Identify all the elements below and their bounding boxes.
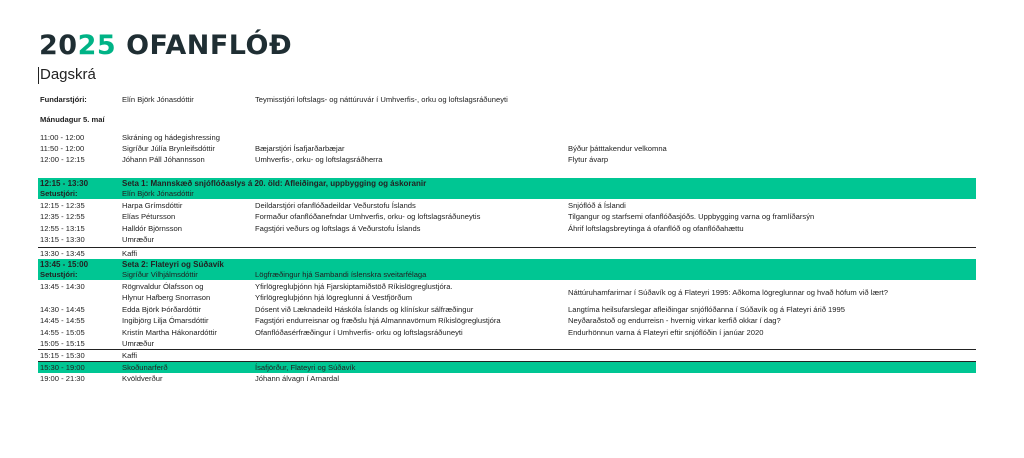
schedule-row: 12:00 - 12:15 Jóhann Páll Jóhannsson Umhverfis-, orku- og loftslagsráðherra Flytur ávarp (40, 155, 609, 164)
schedule-row: 14:30 - 14:45 Edda Björk Þórðardóttir Dósent við Læknadeild Háskóla Íslands og klínískur sálfræðingur Langtíma heilsufarslegar afleiðingar snjóflóðanna í Súðavík og á Flateyri árið 1995 (40, 305, 845, 314)
schedule-row: 11:50 - 12:00 Sigríður Júlía Brynleifsdóttir Bæjarstjóri Ísafjarðarbæjar Býður þátttakendur velkomna (40, 144, 667, 153)
schedule-row: 13:15 - 13:30 Umræður (40, 235, 155, 244)
schedule-row: 12:55 - 13:15 Halldór Björnsson Fagstjóri veðurs og loftslags á Veðurstofu Íslands Áhrif loftslagsbreytinga á ofanflóð og ofanflóðahættu (40, 224, 744, 233)
schedule-row: 11:00 - 12:00 Skráning og hádegishressing (40, 133, 220, 142)
schedule-row: 12:15 - 12:35 Harpa Grímsdóttir Deildarstjóri ofanflóðadeildar Veðurstofu Íslands Snjóflóð á Íslandi (40, 201, 626, 210)
session-chair-row: Setustjóri: Elín Björk Jónasdóttir (38, 189, 976, 199)
day-heading: Mánudagur 5. maí (40, 115, 105, 124)
schedule-row: 14:55 - 15:05 Kristín Martha Hákonardóttir Ofanflóðasérfræðingur í Umhverfis- orku og loftslagsráðuneyti Endurhönnun varna á Flateyri eftir snjóflóðin í janúar 2020 (40, 328, 764, 337)
schedule-row: 12:35 - 12:55 Elías Pétursson Formaður ofanflóðanefndar Umhverfis, orku- og loftslagsráðuneytis Tilgangur og starfsemi ofanflóðasjóðs. Uppbygging varna og framlíðarsýn (40, 212, 815, 221)
schedule-row: 19:00 - 21:30 Kvöldverður Jóhann álvagn í Arnardal (40, 374, 340, 383)
chair-name: Elín Björk Jónasdóttir (122, 95, 194, 104)
event-logo: 2025 OFANFLÓÐ (39, 30, 293, 61)
session-chair-row: Setustjóri: Sigríður Vilhjálmsdóttir Lögfræðingur hjá Sambandi íslenskra sveitarfélaga (38, 270, 976, 280)
chair-row (38, 95, 976, 105)
chair-role: Teymisstjóri loftslags- og náttúruvár í Umhverfis-, orku og loftslagsráðuneyti (255, 95, 508, 104)
page-title: Dagskrá (40, 66, 96, 83)
session-header: 12:15 - 13:30 Seta 1: Mannskæð snjóflóðaslys á 20. öld: Afleiðingar, uppbygging og áskoranir (38, 178, 976, 189)
schedule-row: 15:05 - 15:15 Umræður (40, 339, 155, 348)
schedule-row-highlight: 15:30 - 19:00 Skoðunarferð Ísafjörður, Flateyri og Súðavík (38, 361, 976, 373)
schedule-row: 13:30 - 13:45 Kaffi (38, 247, 976, 259)
schedule-row: Hlynur Hafberg Snorrason Yfirlögregluþjónn hjá lögreglunni á Vestfjörðum (122, 293, 413, 302)
schedule-row: 13:45 - 14:30 Rögnvaldur Ólafsson og Yfirlögregluþjónn hjá Fjarskiptamiðstöð Ríkislögreglustjóra. Náttúruhamfarirnar í Súðavík og á Flateyri 1995: Aðkoma lögreglunnar og hvað höfum við lært? (40, 282, 888, 297)
session-header: 13:45 - 15:00 Seta 2: Flateyri og Súðavík (38, 259, 976, 270)
chair-label: Fundarstjóri: (40, 95, 87, 104)
schedule-row: 15:15 - 15:30 Kaffi (38, 349, 976, 361)
schedule-row: 14:45 - 14:55 Ingibjörg Lilja Ómarsdóttir Fagstjóri endurreisnar og fræðslu hjá Almannavörnum Ríkislögreglustjóra Neyðaraðstoð og endurreisn - hvernig virkar kerfið okkar í dag? (40, 316, 781, 325)
